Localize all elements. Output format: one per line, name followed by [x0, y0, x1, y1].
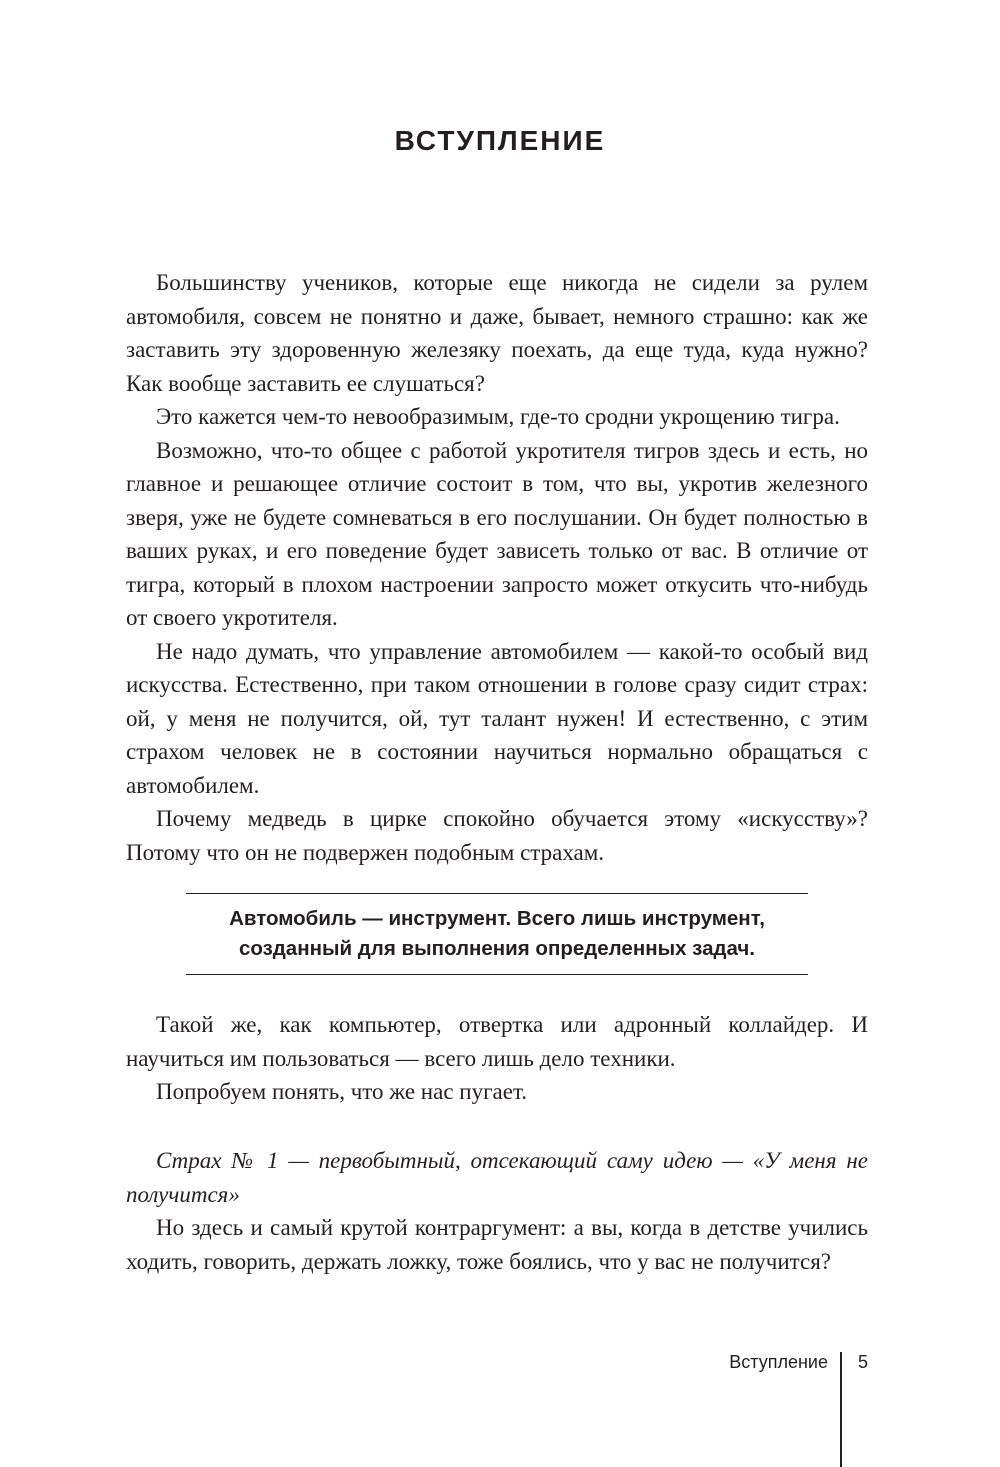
paragraph: Не надо думать, что управление автомобилем — какой-то особый вид искусства. Естественно, при таком отношении в голове сразу сидит страх: ой, у меня не получится, ой, тут талант нужен! И естественно, с этим страхом человек не в состоянии научиться нормально обращаться с автомобилем. [126, 638, 868, 798]
paragraph: Но здесь и самый крутой контраргумент: а вы, когда в детстве учились ходить, говорить, держать ложку, тоже боялись, что у вас не получится? [126, 1215, 868, 1274]
paragraph: Такой же, как компьютер, отвертка или адронный коллайдер. И научиться им пользоваться — всего лишь дело техники. [126, 1012, 868, 1071]
page-number: 5 [858, 1352, 869, 1372]
callout-line: созданный для выполнения определенных задач. [238, 937, 756, 960]
paragraph: Почему медведь в цирке спокойно обучается этому «искусству»? Потому что он не подвержен подобным страхам. [126, 806, 868, 865]
callout-box [186, 893, 808, 975]
paragraph: Возможно, что-то общее с работой укротителя тигров здесь и есть, но главное и решающее отличие состоит в том, что вы, укротив железного зверя, уже не будете сомневаться в его послушании. Он будет полностью в ваших руках, и его поведение будет зависеть только от вас. В отличие от тигра, который в плохом настроении запросто может откусить что-нибудь от своего укротителя. [126, 437, 868, 630]
fear-section [126, 1144, 868, 1278]
paragraph: Большинству учеников, которые еще никогда не сидели за рулем автомобиля, совсем не понятно и даже, бывает, немного страшно: как же заставить эту здоровенную железяку поехать, да еще туда, куда нужно? Как вообще заставить ее слушаться? [126, 270, 868, 396]
callout-line: Автомобиль — инструмент. Всего лишь инструмент, [229, 907, 765, 930]
chapter-heading: ВСТУПЛЕНИЕ [394, 125, 606, 156]
footer-divider [840, 1352, 842, 1467]
paragraph: Попробуем понять, что же нас пугает. [156, 1079, 528, 1104]
middle-text [126, 1008, 868, 1109]
running-footer-section: Вступление [729, 1352, 828, 1372]
callout-text [229, 904, 765, 964]
fear-heading: Страх № 1 — первобытный, отсекающий саму идею — «У меня не получится» [126, 1148, 868, 1207]
intro-text [126, 266, 868, 869]
paragraph: Это кажется чем-то невообразимым, где-то сродни укрощению тигра. [156, 404, 840, 429]
